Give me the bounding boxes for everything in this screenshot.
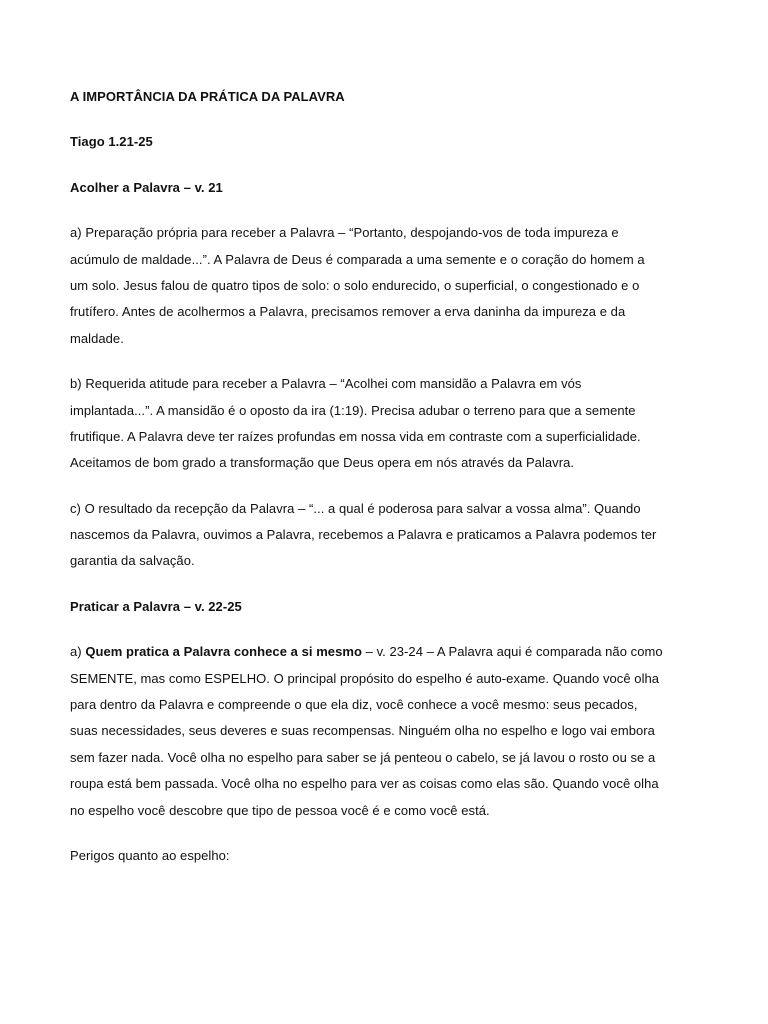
paragraph-line: maldade.: [70, 330, 124, 346]
paragraph-b-atitude: [70, 371, 702, 477]
item-prefix: a): [70, 644, 86, 660]
paragraph-line: b) Requerida atitude para receber a Palavra – “Acolhei com mansidão a Palavra em vós: [70, 376, 582, 392]
paragraph-line: um solo. Jesus falou de quatro tipos de solo: o solo endurecido, o superficial, o congestionado e o: [70, 277, 640, 293]
paragraph-line: SEMENTE, mas como ESPELHO. O principal propósito do espelho é auto-exame. Quando você olha: [70, 670, 660, 686]
paragraph-line: suas necessidades, seus deveres e suas recompensas. Ninguém olha no espelho e logo vai embora: [70, 723, 655, 739]
paragraph-line: nascemos da Palavra, ouvimos a Palavra, recebemos a Palavra e praticamos a Palavra podemos ter: [70, 527, 657, 543]
paragraph-c-resultado: [70, 496, 702, 575]
paragraph-line: [70, 639, 702, 665]
paragraph-line: c) O resultado da recepção da Palavra – “... a qual é poderosa para salvar a vossa alma”. Quando: [70, 500, 641, 516]
section-heading-praticar: Praticar a Palavra – v. 22-25: [70, 598, 242, 614]
paragraph-line: sem fazer nada. Você olha no espelho para saber se já penteou o cabelo, se já lavou o rosto ou se a: [70, 749, 656, 765]
paragraph-a-espelho: [70, 639, 702, 824]
section-heading-acolher: Acolher a Palavra – v. 21: [70, 179, 223, 195]
paragraph-line: acúmulo de maldade...”. A Palavra de Deus é comparada a uma semente e o coração do homem a: [70, 251, 645, 267]
paragraph-line: roupa está bem passada. Você olha no espelho para ver as coisas como elas são. Quando você olha: [70, 776, 659, 792]
paragraph-a-preparacao: [70, 220, 702, 352]
document-title: A IMPORTÂNCIA DA PRÁTICA DA PALAVRA: [70, 89, 345, 104]
line-rest: – v. 23-24 – A Palavra aqui é comparada não como: [361, 644, 663, 660]
paragraph-line: garantia da salvação.: [70, 553, 195, 569]
paragraph-line: frutífero. Antes de acolhermos a Palavra, precisamos remover a erva daninha da impureza e da: [70, 304, 626, 320]
paragraph-line: implantada...”. A mansidão é o oposto da ira (1:19). Precisa adubar o terreno para que a semente: [70, 402, 636, 418]
paragraph-line: a) Preparação própria para receber a Palavra – “Portanto, despojando-vos de toda impureza e: [70, 225, 619, 241]
paragraph-line: frutifique. A Palavra deve ter raízes profundas em nossa vida em contraste com a superficialidade.: [70, 428, 641, 444]
document-body: [70, 84, 702, 869]
paragraph-line: no espelho você descobre que tipo de pessoa você é e como você está.: [70, 802, 490, 818]
scripture-reference: Tiago 1.21-25: [70, 134, 153, 150]
paragraph-line: Aceitamos de bom grado a transformação que Deus opera em nós através da Palavra.: [70, 455, 575, 471]
paragraph-line: para dentro da Palavra e compreende o que ela diz, você conhece a você mesmo: seus pecados,: [70, 697, 638, 713]
closing-line: Perigos quanto ao espelho:: [70, 847, 230, 863]
bold-phrase: Quem pratica a Palavra conhece a si mesmo: [85, 644, 362, 660]
